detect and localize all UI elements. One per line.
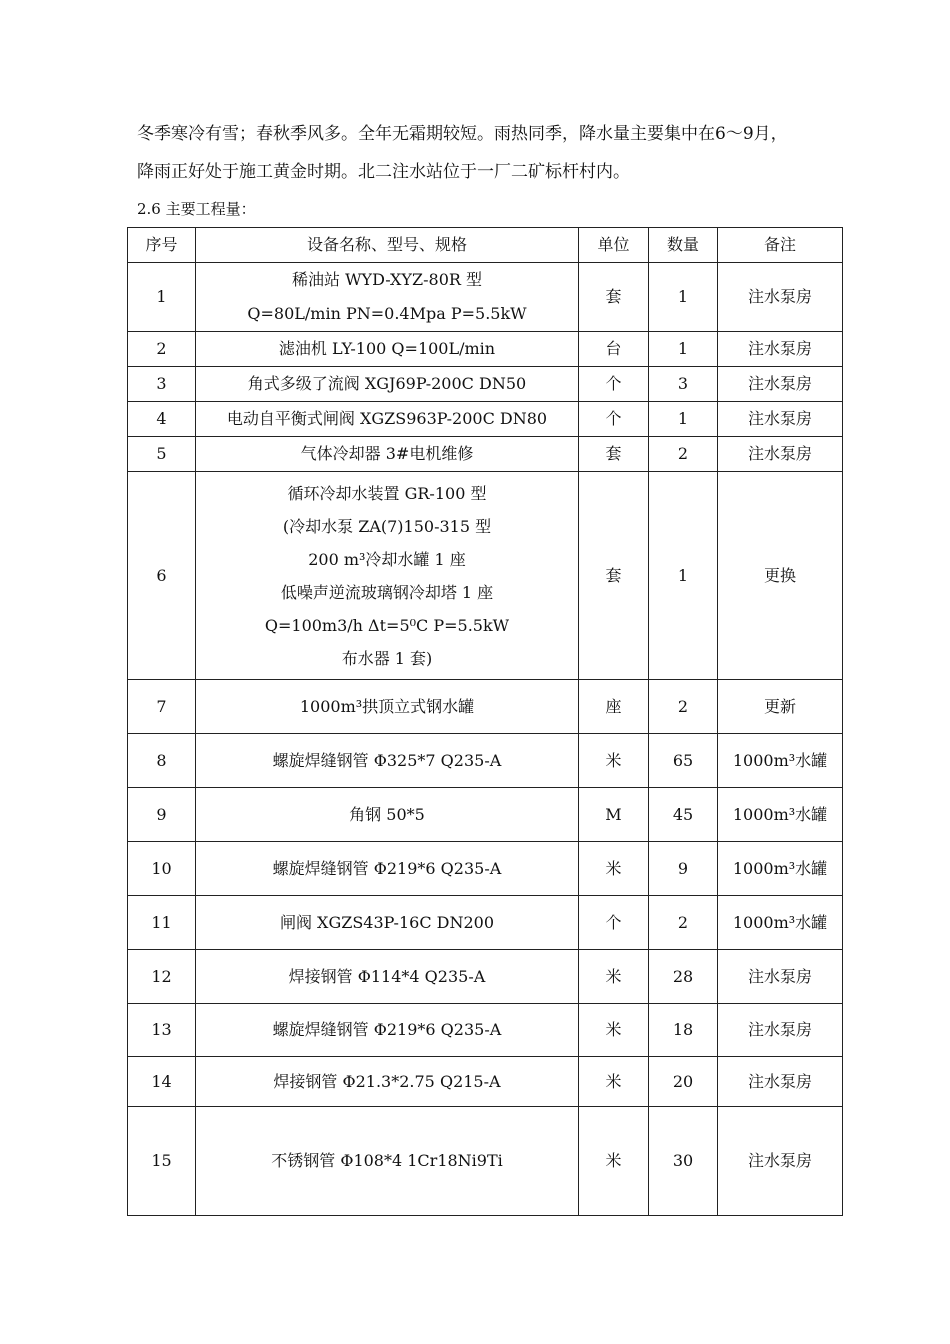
- cell-name: 焊接钢管 Φ21.3*2.75 Q215-A: [196, 1057, 579, 1107]
- cell-note: 注水泵房: [718, 437, 843, 472]
- table-row: [128, 332, 843, 367]
- table-row: [128, 734, 843, 788]
- table-row: [128, 680, 843, 734]
- table-row: [128, 1004, 843, 1057]
- cell-note: 注水泵房: [718, 950, 843, 1004]
- cell-name-line: 布水器 1 套): [341, 648, 433, 668]
- cell-name: 角钢 50*5: [196, 788, 579, 842]
- cell-name: 气体冷却器 3#电机维修: [196, 437, 579, 472]
- cell-qty: 30: [649, 1107, 718, 1216]
- cell-qty: 20: [649, 1057, 718, 1107]
- table-row: [128, 263, 843, 332]
- header-unit: 单位: [579, 228, 649, 263]
- cell-unit: 米: [579, 842, 649, 896]
- cell-qty: 28: [649, 950, 718, 1004]
- cell-unit: 个: [579, 896, 649, 950]
- cell-name: 螺旋焊缝钢管 Φ325*7 Q235-A: [196, 734, 579, 788]
- cell-no: 13: [128, 1004, 196, 1057]
- cell-qty: 1: [649, 472, 718, 680]
- paragraph-line-2: 降雨正好处于施工黄金时期。北二注水站位于一厂二矿标杆村内。: [137, 162, 630, 182]
- cell-note: 注水泵房: [718, 263, 843, 332]
- cell-note: 1000m³水罐: [718, 896, 843, 950]
- cell-note: 更换: [718, 472, 843, 680]
- table-row: [128, 367, 843, 402]
- cell-unit: 米: [579, 734, 649, 788]
- table-row: [128, 950, 843, 1004]
- header-qty: 数量: [649, 228, 718, 263]
- cell-unit: 米: [579, 1057, 649, 1107]
- cell-name-line: (冷却水泵 ZA(7)150-315 型: [282, 516, 492, 536]
- cell-name: 角式多级了流阀 XGJ69P-200C DN50: [196, 367, 579, 402]
- cell-name-line: Q=100m3/h Δt=5⁰C P=5.5kW: [264, 615, 510, 635]
- cell-unit: 座: [579, 680, 649, 734]
- cell-no: 12: [128, 950, 196, 1004]
- table-row: [128, 896, 843, 950]
- cell-unit: 米: [579, 1107, 649, 1216]
- cell-qty: 45: [649, 788, 718, 842]
- header-no: 序号: [128, 228, 196, 263]
- cell-qty: 3: [649, 367, 718, 402]
- cell-unit: 个: [579, 402, 649, 437]
- cell-name-line: 低噪声逆流玻璃钢冷却塔 1 座: [280, 582, 494, 602]
- table-row: [128, 1107, 843, 1216]
- cell-name: 闸阀 XGZS43P-16C DN200: [196, 896, 579, 950]
- cell-unit: 米: [579, 950, 649, 1004]
- cell-qty: 2: [649, 680, 718, 734]
- table-row: [128, 788, 843, 842]
- cell-no: 11: [128, 896, 196, 950]
- cell-name-line: Q=80L/min PN=0.4Mpa P=5.5kW: [247, 304, 527, 323]
- cell-name: 电动自平衡式闸阀 XGZS963P-200C DN80: [196, 402, 579, 437]
- table-row: [128, 472, 843, 680]
- cell-note: 1000m³水罐: [718, 734, 843, 788]
- section-heading: 2.6 主要工程量：: [137, 200, 256, 218]
- cell-no: 10: [128, 842, 196, 896]
- cell-note: 注水泵房: [718, 367, 843, 402]
- table-row: [128, 437, 843, 472]
- cell-name: 螺旋焊缝钢管 Φ219*6 Q235-A: [196, 1004, 579, 1057]
- cell-name-line: 循环冷却水装置 GR-100 型: [287, 483, 487, 503]
- cell-name: 螺旋焊缝钢管 Φ219*6 Q235-A: [196, 842, 579, 896]
- cell-note: 注水泵房: [718, 1004, 843, 1057]
- cell-no: 8: [128, 734, 196, 788]
- cell-qty: 2: [649, 896, 718, 950]
- cell-no: 1: [128, 263, 196, 332]
- cell-note: 1000m³水罐: [718, 788, 843, 842]
- cell-qty: 18: [649, 1004, 718, 1057]
- cell-name: [196, 263, 579, 332]
- equipment-table: [127, 227, 843, 1216]
- header-name: 设备名称、型号、规格: [196, 228, 579, 263]
- cell-unit: 台: [579, 332, 649, 367]
- cell-name: 滤油机 LY-100 Q=100L/min: [196, 332, 579, 367]
- cell-qty: 65: [649, 734, 718, 788]
- cell-note: 更新: [718, 680, 843, 734]
- cell-note: 注水泵房: [718, 1107, 843, 1216]
- cell-name-line: 稀油站 WYD-XYZ-80R 型: [291, 270, 483, 289]
- cell-unit: 套: [579, 263, 649, 332]
- table-row: [128, 1057, 843, 1107]
- header-note: 备注: [718, 228, 843, 263]
- cell-name: 焊接钢管 Φ114*4 Q235-A: [196, 950, 579, 1004]
- cell-note: 注水泵房: [718, 1057, 843, 1107]
- cell-qty: 1: [649, 402, 718, 437]
- cell-unit: 个: [579, 367, 649, 402]
- table-row: [128, 402, 843, 437]
- cell-no: 6: [128, 472, 196, 680]
- cell-name-line: 200 m³冷却水罐 1 座: [308, 549, 466, 569]
- cell-qty: 9: [649, 842, 718, 896]
- cell-no: 7: [128, 680, 196, 734]
- cell-no: 9: [128, 788, 196, 842]
- cell-name: [196, 472, 579, 680]
- cell-no: 4: [128, 402, 196, 437]
- cell-no: 3: [128, 367, 196, 402]
- cell-no: 5: [128, 437, 196, 472]
- table-row: [128, 842, 843, 896]
- cell-name: 不锈钢管 Φ108*4 1Cr18Ni9Ti: [196, 1107, 579, 1216]
- cell-no: 15: [128, 1107, 196, 1216]
- cell-unit: 套: [579, 437, 649, 472]
- cell-name: 1000m³拱顶立式钢水罐: [196, 680, 579, 734]
- cell-qty: 2: [649, 437, 718, 472]
- cell-qty: 1: [649, 332, 718, 367]
- cell-unit: 套: [579, 472, 649, 680]
- cell-unit: 米: [579, 1004, 649, 1057]
- cell-no: 2: [128, 332, 196, 367]
- cell-note: 注水泵房: [718, 332, 843, 367]
- cell-unit: M: [579, 788, 649, 842]
- cell-note: 注水泵房: [718, 402, 843, 437]
- paragraph-line-1: 冬季寒冷有雪；春秋季风多。全年无霜期较短。雨热同季，降水量主要集中在6～9月，: [137, 124, 788, 144]
- cell-no: 14: [128, 1057, 196, 1107]
- cell-qty: 1: [649, 263, 718, 332]
- table-header-row: [128, 228, 843, 263]
- cell-note: 1000m³水罐: [718, 842, 843, 896]
